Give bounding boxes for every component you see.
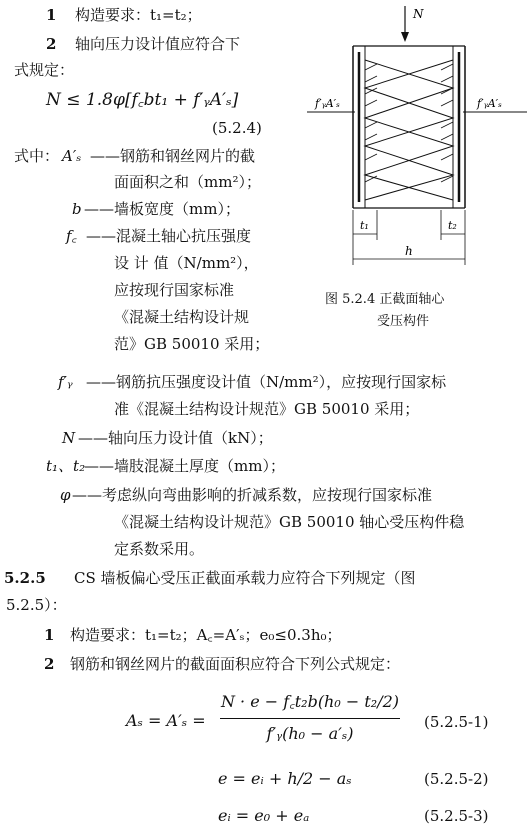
- eq-5-2-5-1-numerator: N · e − f꜀t₂b(h₀ − t₂/2): [220, 692, 400, 711]
- section-number-5-2-5: 5.2.5: [4, 569, 46, 587]
- section-525-line1: CS 墙板偏心受压正截面承载力应符合下列规定（图: [74, 569, 416, 587]
- eq-5-2-5-3-number: (5.2.5-3): [424, 807, 489, 825]
- section-525-item2-number: 2: [44, 655, 55, 673]
- eq-5-2-5-1-lhs: Aₛ = A′ₛ =: [126, 711, 206, 730]
- def-symbol-b: b: [72, 200, 82, 218]
- def-fy-line2: 准《混凝土结构设计规范》GB 50010 采用；: [114, 400, 420, 418]
- def-t-line1: ——墙肢混凝土厚度（mm）；: [84, 457, 285, 475]
- def-b-line1: ——墙板宽度（mm）；: [84, 200, 240, 218]
- def-fc-line2: 设 计 值（N/mm²），: [114, 254, 259, 272]
- def-symbol-t1t2: t₁、t₂: [46, 457, 86, 475]
- def-fc-line4: 《混凝土结构设计规: [114, 308, 250, 326]
- item2-text: 轴向压力设计值应符合下: [75, 35, 241, 53]
- fraction-bar: [220, 718, 400, 719]
- def-As-line2: 面面积之和（mm²）；: [114, 173, 261, 191]
- figure-5-2-4: [305, 0, 529, 349]
- t1-dimension-label: t₁: [360, 219, 369, 232]
- section-525-item1-number: 1: [44, 626, 55, 644]
- item2-number: 2: [46, 35, 57, 53]
- eq-5-2-5-3: eᵢ = e₀ + eₐ: [218, 806, 310, 825]
- h-dimension-label: h: [405, 244, 413, 258]
- figure-caption-line1: 图 5.2.4 正截面轴心: [325, 292, 445, 307]
- def-phi-line1: ——考虑纵向弯曲影响的折减系数，应按现行国家标准: [72, 486, 433, 504]
- section-525-line2: 5.2.5）：: [6, 596, 67, 614]
- eq-5-2-5-1-denominator: f′ᵧ(h₀ − a′ₛ): [266, 724, 354, 743]
- def-N-line1: ——轴向压力设计值（kN）；: [78, 429, 273, 447]
- eq-5-2-5-1-number: (5.2.5-1): [424, 713, 489, 731]
- def-symbol-N: N: [62, 429, 76, 447]
- def-symbol-fy: f′ᵧ: [58, 373, 73, 391]
- def-As-line1: ——钢筋和钢丝网片的截: [90, 147, 256, 165]
- item2-continuation: 式规定：: [14, 61, 75, 79]
- item1-number: 1: [46, 6, 57, 24]
- section-525-item1-text: 构造要求：t₁=t₂；A꜀=A′ₛ；e₀≤0.3h₀；: [70, 626, 342, 644]
- figure-caption-line2: 受压构件: [377, 314, 430, 329]
- item1-text: 构造要求：t₁=t₂；: [75, 6, 202, 24]
- axial-load-label: N: [413, 7, 424, 21]
- formula-5-2-4: N ≤ 1.8φ[f꜀bt₁ + f′ᵧA′ₛ]: [46, 90, 239, 110]
- t2-dimension-label: t₂: [448, 219, 457, 232]
- def-phi-line3: 定系数采用。: [114, 540, 205, 558]
- right-force-label: f′ᵧA′ₛ: [477, 97, 502, 110]
- def-symbol-fc: f꜀: [66, 227, 77, 245]
- eq-5-2-5-2-number: (5.2.5-2): [424, 770, 489, 788]
- def-fc-line5: 范》GB 50010 采用；: [114, 335, 270, 353]
- def-fy-line1: ——钢筋抗压强度设计值（N/mm²），应按现行国家标: [86, 373, 447, 391]
- def-symbol-phi: φ: [60, 486, 71, 504]
- formula-number-5-2-4: (5.2.4): [212, 119, 262, 137]
- left-force-label: f′ᵧA′ₛ: [315, 97, 340, 110]
- eq-5-2-5-2: e = eᵢ + h/2 − aₛ: [218, 769, 352, 788]
- section-525-item2-text: 钢筋和钢丝网片的截面面积应符合下列公式规定：: [70, 655, 401, 673]
- def-fc-line3: 应按现行国家标准: [114, 281, 235, 299]
- def-symbol-As: A′ₛ: [62, 147, 82, 165]
- def-fc-line1: ——混凝土轴心抗压强度: [86, 227, 252, 245]
- def-phi-line2: 《混凝土结构设计规范》GB 50010 轴心受压构件稳: [114, 513, 465, 531]
- where-label: 式中：: [14, 147, 60, 165]
